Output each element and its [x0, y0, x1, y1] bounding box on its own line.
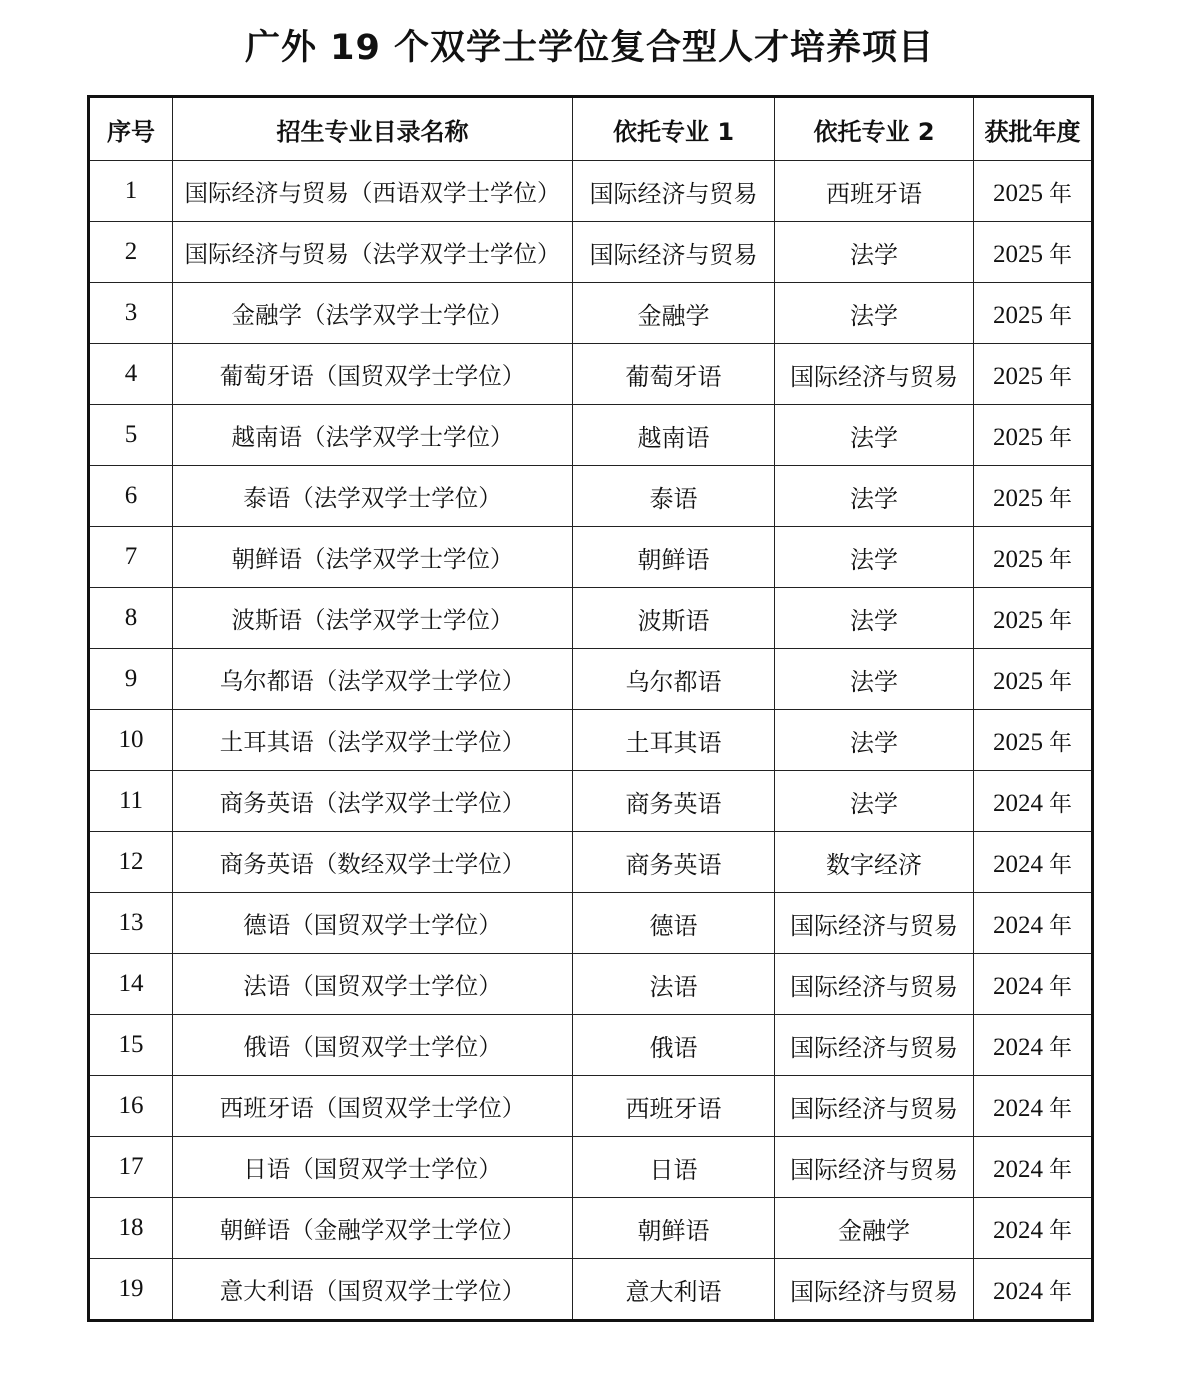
year-unit: 年 [1049, 973, 1072, 1000]
year-value: 2025 [993, 240, 1043, 268]
row-index: 17 [89, 1137, 173, 1198]
row-major-2: 国际经济与贸易 [775, 893, 974, 954]
row-approval-year [974, 1076, 1093, 1137]
table-body [89, 161, 1093, 1321]
row-approval-year [974, 466, 1093, 527]
header-major-1: 依托专业 1 [573, 97, 775, 161]
row-index: 11 [89, 771, 173, 832]
year-value: 2024 [993, 911, 1043, 939]
row-approval-year [974, 222, 1093, 283]
table-row [89, 771, 1093, 832]
row-major-2: 国际经济与贸易 [775, 954, 974, 1015]
row-major-2: 法学 [775, 588, 974, 649]
row-index: 6 [89, 466, 173, 527]
row-major-2: 国际经济与贸易 [775, 1015, 974, 1076]
table-row [89, 1259, 1093, 1321]
row-program-name: 法语（国贸双学士学位） [173, 954, 573, 1015]
row-approval-year [974, 405, 1093, 466]
row-major-1: 朝鲜语 [573, 1198, 775, 1259]
year-value: 2025 [993, 667, 1043, 695]
year-unit: 年 [1049, 729, 1072, 756]
year-value: 2025 [993, 484, 1043, 512]
row-major-1: 泰语 [573, 466, 775, 527]
row-approval-year [974, 1198, 1093, 1259]
row-major-1: 商务英语 [573, 771, 775, 832]
row-major-1: 国际经济与贸易 [573, 161, 775, 222]
year-value: 2024 [993, 850, 1043, 878]
year-value: 2025 [993, 179, 1043, 207]
row-program-name: 俄语（国贸双学士学位） [173, 1015, 573, 1076]
row-approval-year [974, 954, 1093, 1015]
row-program-name: 金融学（法学双学士学位） [173, 283, 573, 344]
year-unit: 年 [1049, 180, 1072, 207]
table-row [89, 588, 1093, 649]
row-index: 3 [89, 283, 173, 344]
row-major-2: 法学 [775, 771, 974, 832]
table-header [89, 97, 1093, 161]
row-program-name: 泰语（法学双学士学位） [173, 466, 573, 527]
year-unit: 年 [1049, 1217, 1072, 1244]
row-major-1: 波斯语 [573, 588, 775, 649]
row-index: 2 [89, 222, 173, 283]
row-major-1: 金融学 [573, 283, 775, 344]
year-value: 2024 [993, 972, 1043, 1000]
header-program-name: 招生专业目录名称 [173, 97, 573, 161]
table-row [89, 893, 1093, 954]
year-value: 2024 [993, 789, 1043, 817]
row-major-1: 俄语 [573, 1015, 775, 1076]
year-unit: 年 [1049, 1156, 1072, 1183]
row-major-2: 西班牙语 [775, 161, 974, 222]
year-unit: 年 [1049, 241, 1072, 268]
row-major-2: 法学 [775, 649, 974, 710]
table-row [89, 649, 1093, 710]
row-approval-year [974, 710, 1093, 771]
year-value: 2025 [993, 362, 1043, 390]
row-approval-year [974, 1015, 1093, 1076]
row-major-1: 意大利语 [573, 1259, 775, 1321]
row-major-1: 德语 [573, 893, 775, 954]
programs-table [87, 95, 1094, 1322]
year-unit: 年 [1049, 1034, 1072, 1061]
row-index: 5 [89, 405, 173, 466]
table-row [89, 344, 1093, 405]
row-approval-year [974, 161, 1093, 222]
row-program-name: 土耳其语（法学双学士学位） [173, 710, 573, 771]
year-unit: 年 [1049, 668, 1072, 695]
year-unit: 年 [1049, 363, 1072, 390]
row-approval-year [974, 588, 1093, 649]
row-major-2: 国际经济与贸易 [775, 1076, 974, 1137]
year-unit: 年 [1049, 912, 1072, 939]
row-index: 13 [89, 893, 173, 954]
table-row [89, 283, 1093, 344]
row-major-2: 法学 [775, 527, 974, 588]
row-program-name: 日语（国贸双学士学位） [173, 1137, 573, 1198]
row-program-name: 葡萄牙语（国贸双学士学位） [173, 344, 573, 405]
row-major-1: 朝鲜语 [573, 527, 775, 588]
year-unit: 年 [1049, 485, 1072, 512]
table-row [89, 405, 1093, 466]
year-value: 2024 [993, 1216, 1043, 1244]
year-value: 2025 [993, 423, 1043, 451]
row-approval-year [974, 771, 1093, 832]
row-program-name: 西班牙语（国贸双学士学位） [173, 1076, 573, 1137]
year-value: 2025 [993, 728, 1043, 756]
row-index: 1 [89, 161, 173, 222]
row-approval-year [974, 1259, 1093, 1321]
row-index: 4 [89, 344, 173, 405]
table-row [89, 161, 1093, 222]
row-approval-year [974, 893, 1093, 954]
row-index: 18 [89, 1198, 173, 1259]
header-approval-year: 获批年度 [974, 97, 1093, 161]
row-approval-year [974, 1137, 1093, 1198]
year-unit: 年 [1049, 546, 1072, 573]
row-major-2: 法学 [775, 466, 974, 527]
year-value: 2025 [993, 545, 1043, 573]
row-program-name: 国际经济与贸易（西语双学士学位） [173, 161, 573, 222]
row-index: 7 [89, 527, 173, 588]
row-index: 16 [89, 1076, 173, 1137]
row-program-name: 波斯语（法学双学士学位） [173, 588, 573, 649]
table-row [89, 527, 1093, 588]
row-major-2: 金融学 [775, 1198, 974, 1259]
year-unit: 年 [1049, 302, 1072, 329]
row-program-name: 商务英语（法学双学士学位） [173, 771, 573, 832]
table-row [89, 1137, 1093, 1198]
row-program-name: 德语（国贸双学士学位） [173, 893, 573, 954]
header-index: 序号 [89, 97, 173, 161]
row-major-2: 法学 [775, 405, 974, 466]
table-row [89, 1076, 1093, 1137]
year-unit: 年 [1049, 424, 1072, 451]
row-major-1: 越南语 [573, 405, 775, 466]
header-major-2: 依托专业 2 [775, 97, 974, 161]
row-major-1: 葡萄牙语 [573, 344, 775, 405]
table-row [89, 954, 1093, 1015]
row-major-1: 国际经济与贸易 [573, 222, 775, 283]
row-major-2: 国际经济与贸易 [775, 1137, 974, 1198]
row-major-2: 法学 [775, 283, 974, 344]
year-unit: 年 [1049, 1095, 1072, 1122]
row-program-name: 朝鲜语（金融学双学士学位） [173, 1198, 573, 1259]
table-row [89, 1198, 1093, 1259]
table-row [89, 466, 1093, 527]
row-major-1: 商务英语 [573, 832, 775, 893]
row-approval-year [974, 344, 1093, 405]
table-row [89, 1015, 1093, 1076]
row-program-name: 商务英语（数经双学士学位） [173, 832, 573, 893]
header-row [89, 97, 1093, 161]
year-value: 2024 [993, 1155, 1043, 1183]
row-major-1: 乌尔都语 [573, 649, 775, 710]
row-approval-year [974, 283, 1093, 344]
year-unit: 年 [1049, 607, 1072, 634]
row-index: 9 [89, 649, 173, 710]
row-program-name: 朝鲜语（法学双学士学位） [173, 527, 573, 588]
row-program-name: 乌尔都语（法学双学士学位） [173, 649, 573, 710]
row-major-2: 数字经济 [775, 832, 974, 893]
row-approval-year [974, 832, 1093, 893]
row-index: 10 [89, 710, 173, 771]
table-row [89, 832, 1093, 893]
year-value: 2024 [993, 1277, 1043, 1305]
row-major-2: 国际经济与贸易 [775, 1259, 974, 1321]
row-approval-year [974, 649, 1093, 710]
row-program-name: 意大利语（国贸双学士学位） [173, 1259, 573, 1321]
row-program-name: 国际经济与贸易（法学双学士学位） [173, 222, 573, 283]
year-value: 2024 [993, 1094, 1043, 1122]
row-program-name: 越南语（法学双学士学位） [173, 405, 573, 466]
row-major-2: 法学 [775, 222, 974, 283]
row-major-1: 西班牙语 [573, 1076, 775, 1137]
year-value: 2025 [993, 301, 1043, 329]
row-index: 8 [89, 588, 173, 649]
row-major-1: 法语 [573, 954, 775, 1015]
year-value: 2025 [993, 606, 1043, 634]
row-major-2: 法学 [775, 710, 974, 771]
year-unit: 年 [1049, 790, 1072, 817]
document-title: 广外 19 个双学士学位复合型人才培养项目 [244, 28, 935, 68]
year-unit: 年 [1049, 1278, 1072, 1305]
row-index: 15 [89, 1015, 173, 1076]
year-value: 2024 [993, 1033, 1043, 1061]
row-major-1: 土耳其语 [573, 710, 775, 771]
table-row [89, 710, 1093, 771]
row-index: 19 [89, 1259, 173, 1321]
row-major-1: 日语 [573, 1137, 775, 1198]
row-index: 12 [89, 832, 173, 893]
year-unit: 年 [1049, 851, 1072, 878]
row-approval-year [974, 527, 1093, 588]
row-index: 14 [89, 954, 173, 1015]
row-major-2: 国际经济与贸易 [775, 344, 974, 405]
table-row [89, 222, 1093, 283]
